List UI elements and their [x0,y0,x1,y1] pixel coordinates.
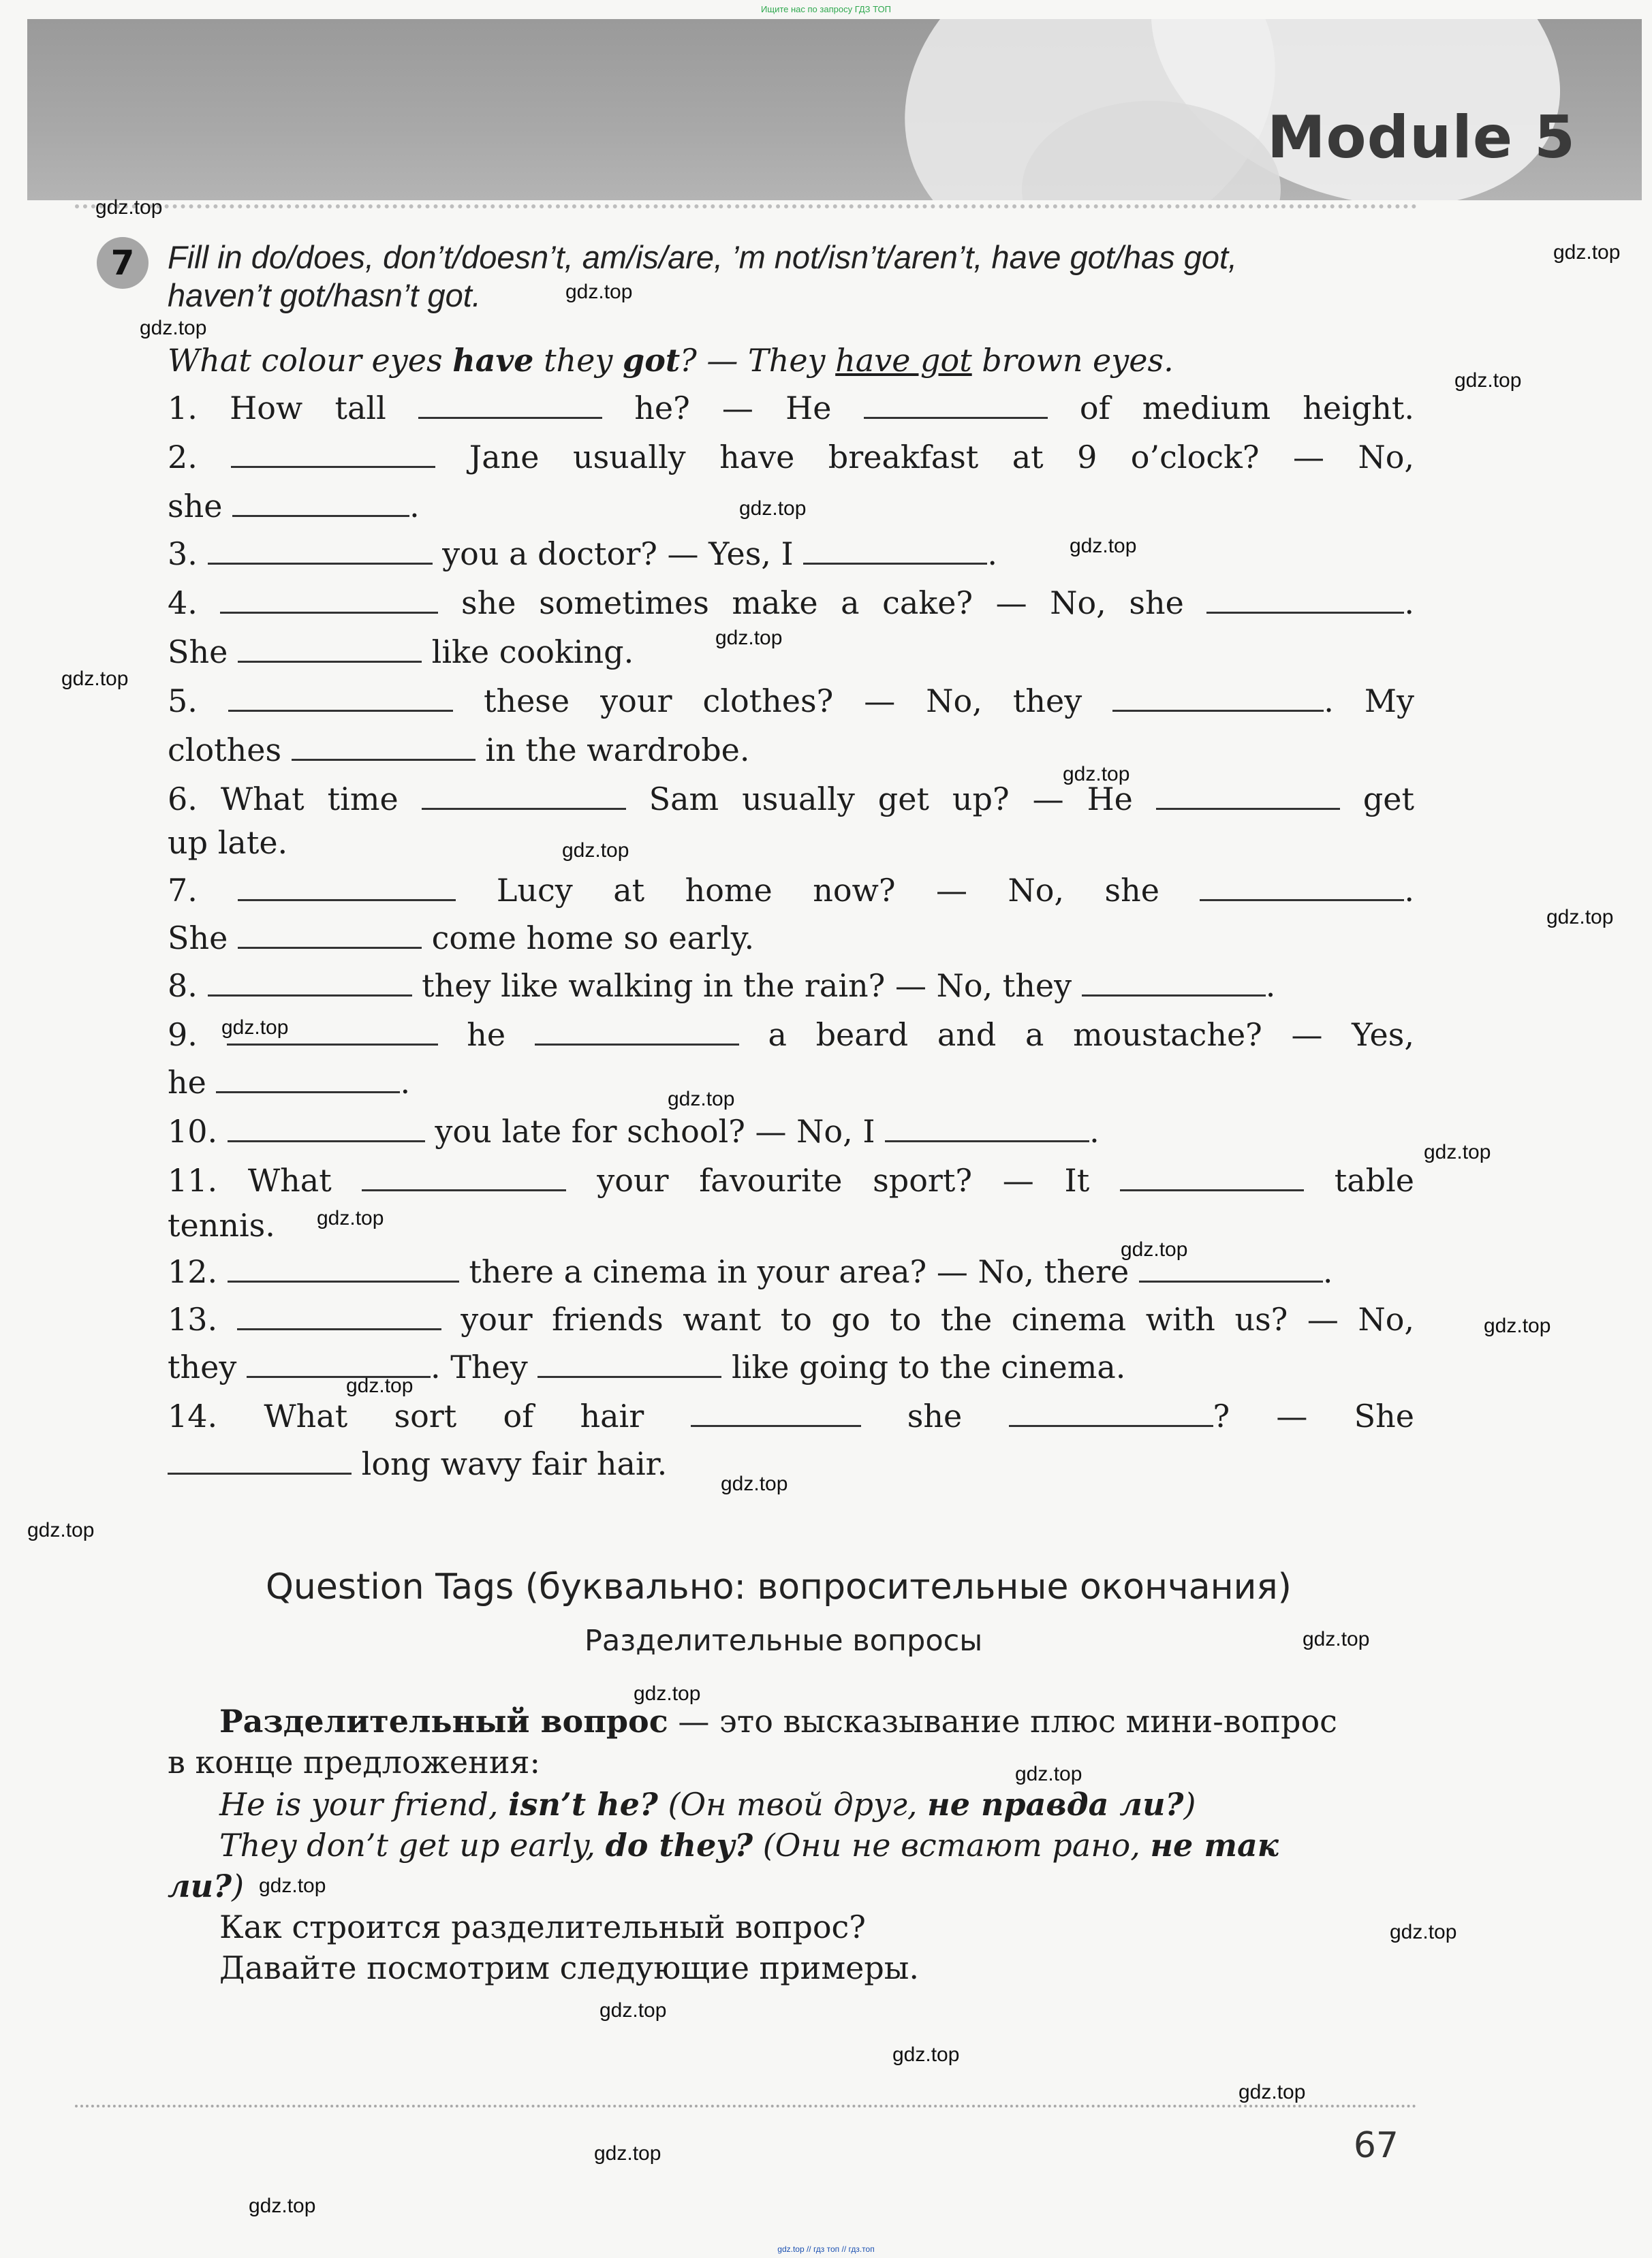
exercise-item: he . [168,1064,411,1101]
watermark: gdz.top [668,1088,735,1110]
answer-blank[interactable] [228,1257,459,1283]
exercise-item: 11. What your favourite sport? — It table [168,1162,1415,1199]
answer-blank[interactable] [237,1305,441,1330]
exercise-item: 3. you a doctor? — Yes, I . [168,535,997,572]
example-sentence: They don’t get up early, do they? (Они не встают рано, не так [219,1827,1279,1864]
instruction-line: haven’t got/hasn’t got. [168,277,481,313]
exercise-item: 9. he a beard and a moustache? — Yes, [168,1016,1415,1053]
module-title: Module 5 [1266,104,1576,172]
watermark: gdz.top [27,1519,95,1541]
watermark: gdz.top [317,1207,384,1229]
answer-blank[interactable] [168,1449,352,1475]
watermark: gdz.top [1121,1238,1188,1261]
watermark: gdz.top [1390,1921,1457,1943]
example-line: What colour eyes have they got? — They have got brown eyes. [168,342,1174,379]
footer-divider [75,2105,1417,2107]
exercise-number-badge: 7 [97,237,149,289]
exercise-item: tennis. [168,1207,275,1244]
exercise-item: 14. What sort of hair she ? — She [168,1398,1415,1434]
exercise-instruction [168,238,1414,315]
watermark: gdz.top [715,627,783,649]
answer-blank[interactable] [208,539,433,565]
answer-blank[interactable] [1009,1402,1213,1427]
watermark: gdz.top [1063,763,1130,785]
rule-paragraph-line: в конце предложения: [168,1744,540,1781]
watermark: gdz.top [739,497,807,520]
answer-blank[interactable] [535,1020,739,1046]
watermark: gdz.top [562,839,629,862]
exercise-item: 7. Lucy at home now? — No, she . [168,872,1415,909]
exercise-item: 8. they like walking in the rain? — No, they . [168,967,1276,1004]
watermark: gdz.top [1454,369,1522,392]
watermark: gdz.top [1553,241,1621,264]
exercise-item: clothes in the wardrobe. [168,732,750,768]
answer-blank[interactable] [864,394,1048,419]
example-sentence: He is your friend, isn’t he? (Он твой друг, не правда ли?) [219,1786,1196,1823]
watermark: gdz.top [1070,535,1137,557]
watermark: gdz.top [634,1682,701,1705]
answer-blank[interactable] [228,1117,425,1142]
watermark: gdz.top [1424,1141,1491,1163]
example-sentence-line: ли?) [168,1868,245,1904]
watermark: gdz.top [565,281,633,303]
exercise-item: 4. she sometimes make a cake? — No, she . [168,584,1415,621]
instruction-line: Fill in do/does, don’t/doesn’t, am/is/are, ’m not/isn’t/aren’t, have got/has got, [168,239,1238,275]
watermark: gdz.top [599,1999,667,2022]
answer-blank[interactable] [238,876,456,901]
watermark: gdz.top [1238,2081,1306,2103]
answer-blank[interactable] [238,924,422,949]
section-subtitle: Разделительные вопросы [585,1624,983,1658]
exercise-item: 1. How tall he? — He of medium height. [168,390,1414,426]
top-note: Ищите нас по запросу ГДЗ ТОП [761,4,891,14]
watermark: gdz.top [594,2142,661,2165]
exercise-item: long wavy fair hair. [168,1445,667,1482]
answer-blank[interactable] [232,492,409,517]
answer-blank[interactable] [537,1353,721,1378]
exercise-item: they . They like going to the cinema. [168,1349,1126,1385]
answer-blank[interactable] [208,971,412,997]
watermark: gdz.top [221,1016,289,1039]
page-number: 67 [1353,2125,1399,2166]
watermark: gdz.top [95,196,163,219]
watermark: gdz.top [1546,906,1614,928]
exercise-item: 10. you late for school? — No, I . [168,1113,1100,1150]
answer-blank[interactable] [238,638,422,663]
exercise-item: 13. your friends want to go to the cinema with us? — No, [168,1301,1415,1338]
watermark: gdz.top [61,668,129,690]
answer-blank[interactable] [1156,785,1340,810]
answer-blank[interactable] [220,589,438,614]
answer-blank[interactable] [885,1117,1089,1142]
bottom-note: gdz.top // гдз топ // гдз.топ [777,2244,875,2254]
watermark: gdz.top [259,1875,326,1897]
exercise-item: She come home so early. [168,920,755,956]
answer-blank[interactable] [362,1166,566,1191]
answer-blank[interactable] [1206,589,1404,614]
exercise-item: She like cooking. [168,633,634,670]
exercise-item: 5. these your clothes? — No, they . My [168,683,1414,719]
exercise-item: she . [168,488,420,524]
section-title: Question Tags (буквально: вопросительные окончания) [266,1567,1292,1608]
answer-blank[interactable] [292,736,476,761]
watermark: gdz.top [140,317,207,339]
answer-blank[interactable] [422,785,626,810]
question-line: Давайте посмотрим следующие примеры. [219,1949,920,1986]
rule-paragraph: Разделительный вопрос — это высказывание плюс мини-вопрос [219,1703,1337,1740]
answer-blank[interactable] [1082,971,1266,997]
answer-blank[interactable] [1200,876,1404,901]
watermark: gdz.top [892,2043,960,2066]
watermark: gdz.top [1303,1628,1370,1650]
answer-blank[interactable] [1112,687,1324,712]
answer-blank[interactable] [803,539,987,565]
answer-blank[interactable] [216,1068,400,1093]
answer-blank[interactable] [691,1402,861,1427]
watermark: gdz.top [249,2195,316,2217]
answer-blank[interactable] [228,687,453,712]
exercise-item: up late. [168,824,288,861]
answer-blank[interactable] [231,443,435,468]
watermark: gdz.top [346,1375,414,1397]
question-line: Как строится разделительный вопрос? [219,1909,866,1945]
exercise-item: 2. Jane usually have breakfast at 9 o’clock? — No, [168,439,1415,475]
answer-blank[interactable] [418,394,602,419]
watermark: gdz.top [1484,1315,1551,1337]
header-divider [75,204,1417,208]
answer-blank[interactable] [1120,1166,1304,1191]
watermark: gdz.top [1015,1763,1082,1785]
exercise-item: 12. there a cinema in your area? — No, there . [168,1253,1333,1290]
watermark: gdz.top [721,1473,788,1495]
exercise-item: 6. What time Sam usually get up? — He get [168,781,1414,817]
